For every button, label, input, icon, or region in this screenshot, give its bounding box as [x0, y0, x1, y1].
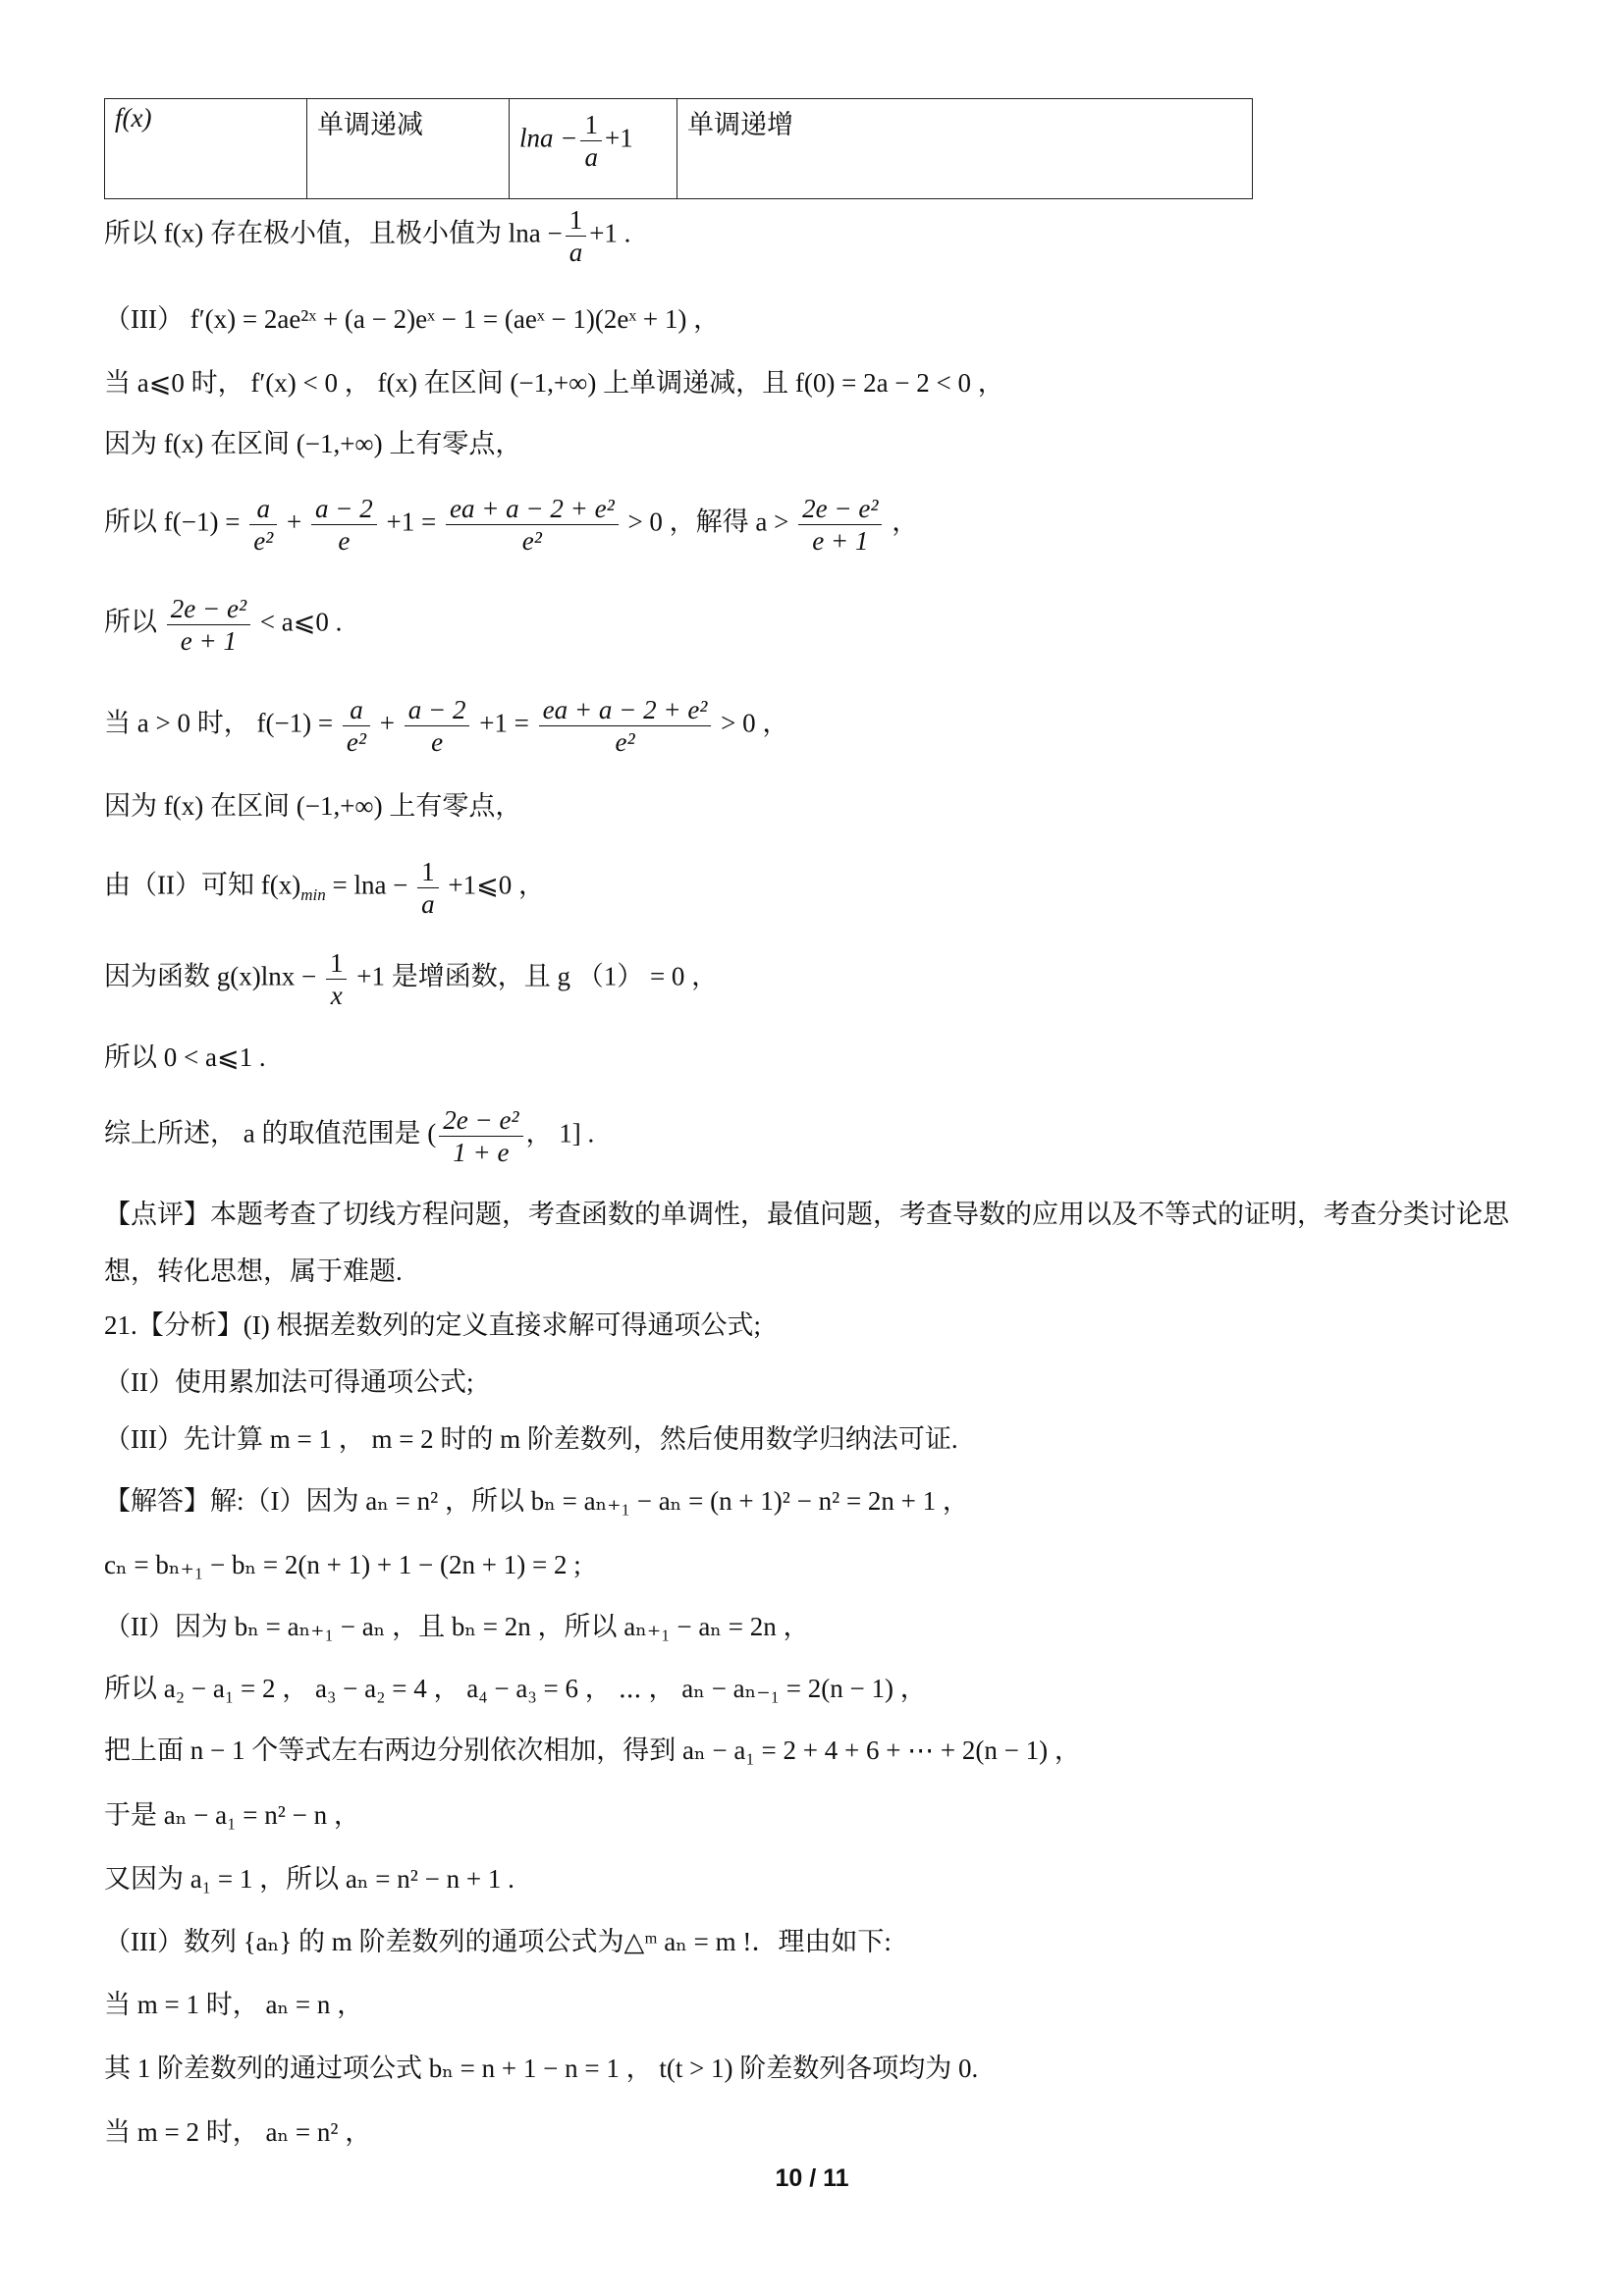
text: 所以 f(−1) = [104, 507, 241, 537]
page-number: 10 / 11 [775, 2164, 849, 2192]
text-line [104, 947, 1547, 1011]
denominator: e [431, 727, 444, 757]
fraction [566, 204, 587, 268]
numerator: 1 [566, 204, 587, 237]
denominator: a [584, 142, 598, 172]
denominator: e² [615, 727, 635, 757]
denominator: e + 1 [812, 526, 869, 556]
denominator: e + 1 [180, 626, 237, 656]
monotonicity-table [104, 98, 1253, 199]
fraction [417, 856, 439, 920]
numerator: ea + a − 2 + e² [539, 694, 712, 726]
text: > 0 ，解得 a > [627, 507, 789, 537]
text: +1 是增函数，且 g （1） = 0 ， [356, 961, 719, 991]
table-cell-fx [105, 99, 307, 199]
text-line [104, 1104, 1547, 1168]
denominator: 1 + e [453, 1138, 510, 1167]
text-line: （II）使用累加法可得通项公式; [104, 1367, 474, 1397]
table-cell-increasing [677, 99, 1253, 199]
text-line: 因为 f(x) 在区间 (−1,+∞) 上有零点， [104, 429, 522, 458]
text-line: （II）因为 bₙ = aₙ₊₁ − aₙ ，且 bₙ = 2n ，所以 aₙ₊₁ − aₙ = 2n ， [104, 1612, 810, 1641]
text-line: 当 m = 1 时， aₙ = n ， [104, 1990, 364, 2019]
text: ， 1] . [525, 1118, 595, 1148]
fraction [249, 493, 277, 557]
numerator: a − 2 [311, 493, 377, 525]
text: +1⩽0 ， [448, 870, 546, 900]
denominator: a [568, 238, 583, 267]
text: +1 = [386, 507, 437, 537]
numerator: ea + a − 2 + e² [446, 493, 619, 525]
table-row [105, 99, 1253, 199]
text-line [104, 694, 1547, 758]
comment-paragraph: 【点评】本题考查了切线方程问题，考查函数的单调性，最值问题，考查导数的应用以及不等式的证明，考查分类讨论思想，转化思想，属于难题. [104, 1200, 1509, 1286]
numerator: 1 [417, 856, 439, 888]
text-line [104, 493, 1547, 557]
fraction [446, 493, 619, 557]
fraction [798, 493, 882, 557]
text-line: 【解答】解:（I）因为 aₙ = n² ，所以 bₙ = aₙ₊₁ − aₙ = (n + 1)² − n² = 2n + 1 ， [104, 1486, 969, 1516]
text: + [379, 708, 395, 738]
text: 因为函数 g(x)lnx − [104, 961, 317, 991]
cell-text: f(x) [115, 103, 152, 133]
denominator: e² [521, 526, 542, 556]
numerator: 2e − e² [167, 593, 250, 625]
text: 综上所述， a 的取值范围是 ( [104, 1118, 437, 1148]
numerator: a [249, 493, 277, 525]
text-line: 把上面 n − 1 个等式左右两边分别依次相加，得到 aₙ − a₁ = 2 + 4 + 6 + ⋯ + 2(n − 1) ， [104, 1735, 1081, 1765]
text-line: 所以 a₂ − a₁ = 2 ， a₃ − a₂ = 4 ， a₄ − a₃ = 6 ， ⋯ ， aₙ − aₙ₋₁ = 2(n − 1) ， [104, 1674, 927, 1703]
text: 由（II）可知 f(x) [104, 870, 301, 900]
text: > 0 ， [721, 708, 789, 738]
fraction [439, 1104, 522, 1168]
numerator: 2e − e² [798, 493, 882, 525]
text: < a⩽0 . [259, 607, 343, 637]
subscript: min [300, 885, 326, 905]
text: ， [892, 507, 919, 537]
fraction [580, 109, 602, 173]
text-line: （III）数列 {aₙ} 的 m 阶差数列的通项公式为△ᵐ aₙ = m !．理由如下: [104, 1927, 892, 1956]
cell-text: lna − [519, 123, 578, 153]
text: 所以 [104, 607, 157, 637]
text-line: 21.【分析】(I) 根据差数列的定义直接求解可得通项公式; [104, 1310, 761, 1340]
text-line: 当 a⩽0 时， f′(x) < 0 ， f(x) 在区间 (−1,+∞) 上单调递减，且 f(0) = 2a − 2 < 0 ， [104, 368, 1004, 398]
text: 当 a > 0 时， f(−1) = [104, 708, 334, 738]
text: + [287, 507, 302, 537]
text-line: cₙ = bₙ₊₁ − bₙ = 2(n + 1) + 1 − (2n + 1) = 2 ; [104, 1550, 581, 1579]
text-line [104, 593, 1547, 657]
text-line: （III） f′(x) = 2ae²ˣ + (a − 2)eˣ − 1 = (aeˣ − 1)(2eˣ + 1) ， [104, 304, 721, 334]
numerator: a [343, 694, 370, 726]
fraction [405, 694, 470, 758]
numerator: 2e − e² [439, 1104, 522, 1137]
fraction [539, 694, 712, 758]
text-line: 又因为 a₁ = 1 ，所以 aₙ = n² − n + 1 . [104, 1864, 514, 1894]
denominator: e² [346, 727, 366, 757]
denominator: e [338, 526, 351, 556]
fraction [343, 694, 370, 758]
denominator: e² [253, 526, 274, 556]
numerator: a − 2 [405, 694, 470, 726]
text-line: 因为 f(x) 在区间 (−1,+∞) 上有零点， [104, 791, 522, 821]
fraction [326, 947, 348, 1011]
denominator: a [421, 889, 435, 919]
table-cell-decreasing [307, 99, 510, 199]
fraction [167, 593, 250, 657]
cell-text: 单调递增 [687, 110, 793, 139]
numerator: 1 [580, 109, 602, 141]
text-line: 其 1 阶差数列的通过项公式 bₙ = n + 1 − n = 1 ， t(t > 1) 阶差数列各项均为 0. [104, 2054, 979, 2083]
text: 所以 f(x) 存在极小值，且极小值为 lna − [104, 218, 563, 248]
text-line: 于是 aₙ − a₁ = n² − n ， [104, 1800, 360, 1830]
text-line: 当 m = 2 时， aₙ = n² ， [104, 2117, 372, 2147]
text: +1 . [589, 218, 631, 248]
text-line [104, 204, 1547, 268]
text-line: 所以 0 < a⩽1 . [104, 1042, 266, 1072]
denominator: x [330, 981, 343, 1010]
cell-text: +1 [604, 123, 633, 153]
cell-text: 单调递减 [317, 110, 423, 139]
text-line: （III）先计算 m = 1 ， m = 2 时的 m 阶差数列，然后使用数学归纳法可证. [104, 1424, 958, 1454]
text-line [104, 856, 1547, 920]
fraction [311, 493, 377, 557]
numerator: 1 [326, 947, 348, 980]
text: +1 = [479, 708, 529, 738]
text: = lna − [332, 870, 408, 900]
table-cell-min-value [510, 99, 677, 199]
